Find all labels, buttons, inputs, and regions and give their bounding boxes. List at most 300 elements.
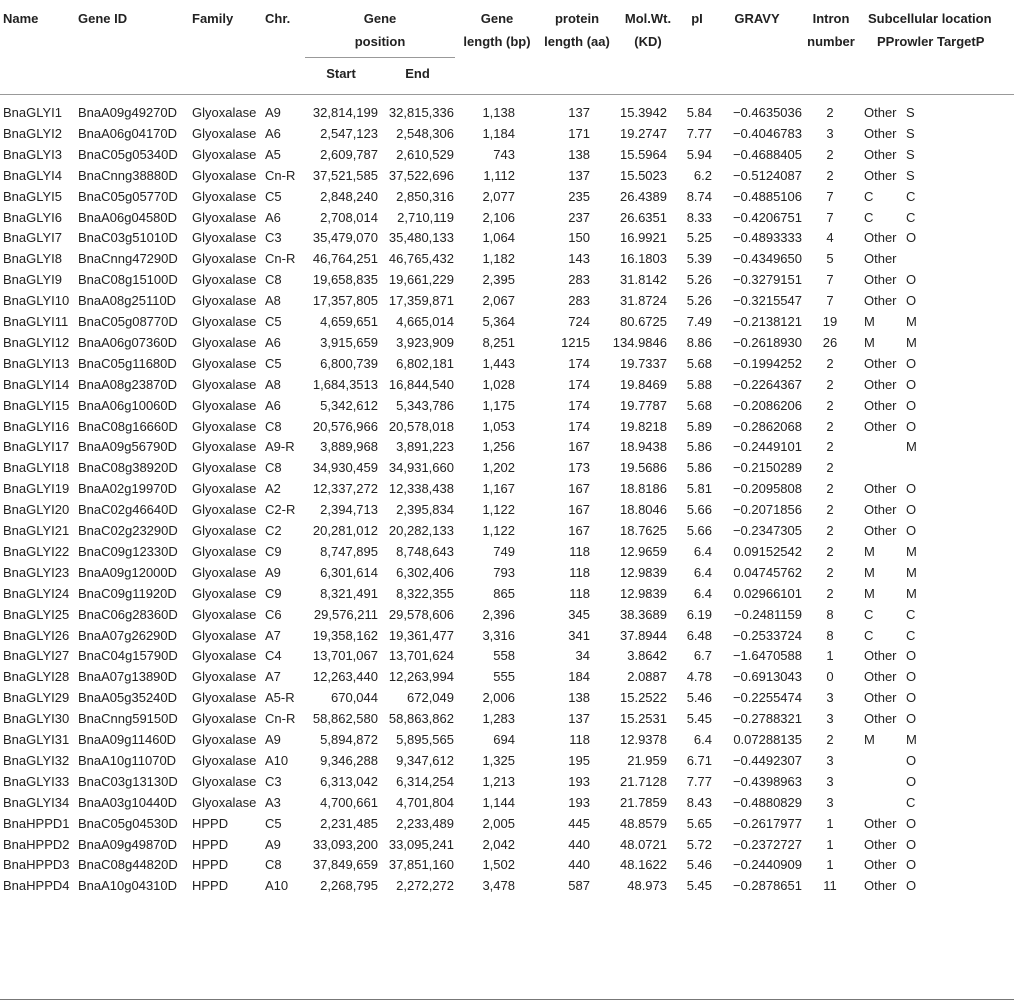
cell-start: 58,862,580 [312,711,378,727]
cell-chr: A9 [265,836,281,852]
header-end: End [405,66,430,81]
cell-end: 2,548,306 [396,125,454,141]
cell-gene-length: 3,316 [482,627,515,643]
cell-pi: 5.94 [686,146,712,162]
cell-targetp: M [906,732,917,747]
cell-end: 8,322,355 [396,585,454,601]
table-row [0,270,1014,291]
table-row [0,542,1014,563]
cell-gravy: −0.4349650 [732,251,802,267]
cell-name: BnaGLYI2 [3,125,63,141]
cell-gravy: −0.4492307 [732,752,802,768]
cell-targetp: O [906,293,917,309]
cell-pprowler: Other [864,251,897,267]
cell-end: 6,314,254 [396,773,454,789]
cell-start: 12,263,440 [312,669,378,685]
cell-end: 4,665,014 [396,314,454,329]
cell-gravy: −0.2095808 [732,481,802,497]
cell-pprowler: Other [864,105,897,120]
cell-gene-id: BnaC08g38920D [78,460,178,476]
table-row [0,500,1014,521]
cell-gene-id: BnaC05g05340D [78,146,178,162]
cell-pi: 5.66 [686,523,712,538]
cell-targetp: M [906,314,917,329]
cell-gravy: −0.2481159 [733,606,802,622]
cell-gene-id: BnaA09g56790D [78,439,178,455]
cell-mol-wt: 31.8724 [620,293,667,309]
cell-protein-length: 138 [568,690,590,706]
cell-intron-number: 7 [826,293,834,309]
cell-name: BnaGLYI20 [3,502,70,518]
header-gene-length-line2: length (bp) [463,34,531,49]
cell-name: BnaGLYI13 [3,355,70,371]
cell-end: 46,765,432 [388,251,454,267]
cell-end: 29,578,606 [388,606,454,622]
cell-gene-id: BnaC05g08770D [78,314,178,329]
cell-name: BnaGLYI23 [3,564,70,580]
cell-intron-number: 3 [826,125,834,141]
cell-pi: 7.49 [686,314,712,329]
cell-chr: C6 [265,606,282,622]
cell-chr: A6 [265,334,281,350]
cell-mol-wt: 19.7337 [620,355,667,371]
cell-pprowler: Other [864,293,897,309]
table-row [0,396,1014,417]
cell-targetp: O [906,397,917,413]
cell-intron-number: 3 [826,711,834,727]
cell-chr: C4 [265,648,282,664]
cell-chr: A3 [265,794,281,810]
cell-pprowler: Other [864,523,897,538]
table-row [0,187,1014,208]
cell-protein-length: 193 [568,773,590,789]
cell-end: 672,049 [407,690,454,706]
cell-targetp: C [906,794,916,810]
cell-gene-length: 1,167 [482,481,515,497]
cell-pprowler: Other [864,125,897,141]
cell-intron-number: 2 [826,355,834,371]
cell-gene-length: 558 [493,648,515,664]
cell-family: Glyoxalase [192,711,257,727]
cell-name: BnaHPPD2 [3,836,70,852]
cell-intron-number: 7 [826,209,834,225]
cell-intron-number: 2 [826,397,834,413]
cell-pi: 8.33 [686,209,712,225]
header-protein-length-line2: length (aa) [544,34,610,49]
cell-chr: A2 [265,481,281,497]
cell-pprowler: Other [864,836,897,852]
cell-gravy: −0.2264367 [732,376,802,392]
cell-start: 20,576,966 [312,418,378,434]
cell-mol-wt: 80.6725 [620,314,667,329]
cell-gene-id: BnaC09g12330D [78,543,178,559]
cell-end: 9,347,612 [396,752,454,768]
cell-chr: C5 [265,188,282,204]
header-intron-line2: number [807,34,855,49]
cell-end: 20,282,133 [388,523,454,538]
cell-pi: 5.89 [686,418,712,434]
cell-pi: 5.39 [686,251,712,267]
cell-pi: 6.2 [693,167,712,183]
cell-pi: 5.66 [686,502,712,518]
table-row [0,772,1014,793]
cell-end: 12,263,994 [388,669,454,685]
cell-intron-number: 2 [826,167,834,183]
header-subcellular-line1: Subcellular location [868,11,992,26]
cell-pprowler: Other [864,397,897,413]
cell-chr: Cn-R [265,251,296,267]
cell-family: Glyoxalase [192,627,257,643]
cell-family: Glyoxalase [192,125,257,141]
cell-mol-wt: 48.0721 [620,836,667,852]
cell-protein-length: 174 [568,397,590,413]
cell-pi: 5.46 [686,690,712,706]
cell-family: HPPD [192,836,229,852]
cell-chr: C2-R [265,502,296,518]
cell-end: 4,701,804 [396,794,454,810]
cell-start: 2,547,123 [320,125,378,141]
cell-protein-length: 1215 [561,334,590,350]
cell-targetp: O [906,376,917,392]
cell-gene-id: BnaC05g11680D [78,355,177,371]
cell-gravy: −0.4688405 [732,146,802,162]
cell-pi: 5.81 [686,481,712,497]
cell-start: 2,231,485 [320,815,378,831]
cell-end: 58,863,862 [388,711,454,727]
cell-end: 19,661,229 [388,272,454,288]
cell-mol-wt: 18.9438 [620,439,667,455]
cell-gravy: −0.2788321 [732,711,802,727]
cell-protein-length: 440 [568,836,590,852]
cell-gene-id: BnaC02g23290D [78,523,178,538]
cell-mol-wt: 18.8046 [620,502,667,518]
cell-mol-wt: 18.7625 [620,523,667,538]
cell-gene-id: BnaA06g04170D [78,125,178,141]
cell-family: HPPD [192,878,229,894]
cell-pi: 7.77 [686,773,712,789]
table-bottom-rule [0,999,1014,1000]
cell-protein-length: 118 [569,564,590,580]
cell-family: Glyoxalase [192,794,257,810]
cell-end: 34,931,660 [388,460,454,476]
cell-gene-id: BnaA10g11070D [78,752,177,768]
cell-start: 17,357,805 [312,293,378,309]
cell-pi: 5.26 [686,272,712,288]
cell-pi: 5.86 [686,460,712,476]
cell-gene-id: BnaC08g16660D [78,418,178,434]
table-row [0,667,1014,688]
table-row [0,291,1014,312]
cell-gravy: −0.2372727 [732,836,802,852]
cell-targetp: M [906,543,917,559]
cell-intron-number: 2 [826,376,834,392]
cell-protein-length: 150 [568,230,590,246]
cell-pi: 5.88 [686,376,712,392]
cell-protein-length: 167 [568,439,590,455]
cell-family: Glyoxalase [192,543,257,559]
cell-pi: 4.78 [686,669,712,685]
cell-pi: 6.4 [693,543,712,559]
cell-start: 3,889,968 [320,439,378,455]
cell-protein-length: 283 [568,293,590,309]
cell-gravy: −0.4893333 [732,230,802,246]
cell-targetp: O [906,481,917,497]
cell-family: Glyoxalase [192,105,257,120]
cell-intron-number: 4 [826,230,834,246]
cell-intron-number: 2 [826,105,834,120]
cell-start: 12,337,272 [312,481,378,497]
cell-mol-wt: 15.2522 [620,690,667,706]
table-row [0,730,1014,751]
cell-family: HPPD [192,815,229,831]
cell-gravy: −0.2255474 [732,690,802,706]
cell-gene-length: 2,106 [482,209,515,225]
cell-targetp: M [906,334,917,350]
cell-gravy: −0.4635036 [732,105,802,120]
cell-gene-id: BnaA06g07360D [78,334,178,350]
cell-gene-id: BnaA09g49870D [78,836,178,852]
cell-family: Glyoxalase [192,355,257,371]
cell-gene-id: BnaA03g10440D [78,794,178,810]
cell-gene-length: 1,138 [482,105,515,120]
cell-pprowler: M [864,314,875,329]
header-gene-position-line2: position [354,34,406,49]
cell-mol-wt: 18.8186 [620,481,667,497]
cell-pi: 5.72 [686,836,712,852]
cell-start: 32,814,199 [312,105,378,120]
cell-gravy: 0.09152542 [733,543,802,559]
cell-chr: C5 [265,355,282,371]
cell-family: HPPD [192,857,229,873]
cell-pprowler: Other [864,272,897,288]
cell-intron-number: 2 [826,564,834,580]
cell-mol-wt: 15.5023 [620,167,667,183]
cell-family: Glyoxalase [192,188,257,204]
cell-pprowler: C [864,209,874,225]
cell-intron-number: 19 [822,314,838,329]
cell-name: BnaGLYI6 [3,209,63,225]
cell-pprowler: C [864,627,874,643]
cell-intron-number: 26 [822,334,838,350]
table-row [0,145,1014,166]
cell-gene-length: 1,175 [482,397,515,413]
cell-gravy: −0.2533724 [732,627,802,643]
cell-family: Glyoxalase [192,481,257,497]
cell-protein-length: 184 [568,669,590,685]
cell-end: 2,850,316 [396,188,454,204]
cell-chr: A8 [265,376,281,392]
cell-gene-id: BnaA05g35240D [78,690,178,706]
cell-pi: 6.19 [686,606,712,622]
cell-gravy: −0.2449101 [732,439,802,455]
cell-name: BnaGLYI32 [3,752,70,768]
cell-gravy: −0.2878651 [732,878,802,894]
cell-gene-id: BnaA02g19970D [78,481,178,497]
cell-protein-length: 118 [569,585,590,601]
table-row [0,793,1014,814]
cell-gene-id: BnaC09g11920D [78,585,177,601]
cell-gravy: −0.4206751 [732,209,802,225]
cell-protein-length: 143 [568,251,590,267]
cell-mol-wt: 12.9659 [620,543,667,559]
cell-chr: A10 [265,878,289,894]
cell-start: 6,800,739 [320,355,378,371]
cell-targetp: S [906,146,915,162]
cell-protein-length: 174 [568,355,590,371]
cell-mol-wt: 21.7128 [620,773,667,789]
cell-pprowler: Other [864,857,897,873]
cell-family: Glyoxalase [192,272,257,288]
cell-protein-length: 137 [568,711,590,727]
cell-family: Glyoxalase [192,251,257,267]
cell-pi: 6.4 [693,564,712,580]
cell-family: Glyoxalase [192,690,257,706]
cell-intron-number: 2 [826,585,834,601]
cell-family: Glyoxalase [192,209,257,225]
header-name: Name [3,11,39,26]
cell-intron-number: 2 [826,543,834,559]
cell-gravy: 0.02966101 [733,585,802,601]
cell-targetp: O [906,836,917,852]
cell-chr: A9 [265,105,281,120]
cell-mol-wt: 19.7787 [620,397,667,413]
cell-intron-number: 3 [826,794,834,810]
cell-intron-number: 2 [826,146,834,162]
cell-gene-id: BnaC06g28360D [78,606,178,622]
cell-targetp: O [906,690,917,706]
cell-intron-number: 8 [826,606,834,622]
cell-targetp: O [906,502,917,518]
cell-gene-length: 1,144 [482,794,515,810]
cell-gene-length: 5,364 [482,314,515,329]
cell-family: Glyoxalase [192,606,257,622]
cell-targetp: O [906,272,917,288]
cell-pprowler: M [864,543,875,559]
cell-protein-length: 587 [568,878,590,894]
cell-gene-length: 3,478 [482,878,515,894]
cell-name: BnaGLYI8 [3,251,63,267]
cell-protein-length: 174 [568,376,590,392]
cell-mol-wt: 31.8142 [620,272,667,288]
cell-family: Glyoxalase [192,585,257,601]
cell-intron-number: 2 [826,732,834,747]
cell-gene-length: 1,502 [482,857,515,873]
header-gene-position-line1: Gene [363,11,397,26]
cell-pi: 7.77 [686,125,712,141]
cell-gravy: −0.3215547 [732,293,802,309]
cell-targetp: S [906,125,915,141]
cell-mol-wt: 48.973 [627,878,667,894]
cell-gene-length: 743 [493,146,515,162]
table-row [0,626,1014,647]
cell-gene-length: 2,006 [482,690,515,706]
cell-start: 8,321,491 [320,585,378,601]
cell-protein-length: 138 [568,146,590,162]
cell-family: Glyoxalase [192,732,257,747]
cell-protein-length: 171 [568,125,590,141]
cell-start: 670,044 [331,690,378,706]
header-mw-line2: (KD) [634,34,662,49]
cell-chr: A9 [265,732,281,747]
cell-pi: 5.45 [686,878,712,894]
cell-mol-wt: 37.8944 [620,627,667,643]
cell-name: BnaGLYI11 [3,314,69,329]
cell-pprowler: Other [864,648,897,664]
cell-intron-number: 7 [826,272,834,288]
cell-targetp: O [906,711,917,727]
cell-end: 5,895,565 [396,732,454,747]
cell-gene-id: BnaA07g13890D [78,669,178,685]
cell-pi: 5.84 [686,105,712,120]
cell-targetp: O [906,815,917,831]
cell-name: BnaHPPD4 [3,878,70,894]
table-row [0,876,1014,897]
cell-gene-length: 1,112 [483,167,515,183]
cell-gravy: −0.2440909 [732,857,802,873]
cell-chr: A9 [265,564,281,580]
cell-gene-id: BnaC03g51010D [78,230,178,246]
table-row [0,103,1014,124]
cell-gravy: −0.4398963 [732,773,802,789]
cell-protein-length: 195 [568,752,590,768]
cell-gravy: −0.1994252 [732,355,802,371]
cell-mol-wt: 21.959 [627,752,667,768]
cell-gravy: −0.2862068 [732,418,802,434]
cell-name: BnaGLYI10 [3,293,70,309]
header-pi: pI [691,11,703,26]
cell-targetp: O [906,857,917,873]
cell-gravy: −0.2617977 [732,815,802,831]
cell-chr: C2 [265,523,282,538]
cell-mol-wt: 12.9839 [620,564,667,580]
cell-mol-wt: 15.2531 [620,711,667,727]
cell-end: 35,480,133 [388,230,454,246]
cell-targetp: O [906,355,917,371]
cell-gravy: −0.4880829 [732,794,802,810]
cell-mol-wt: 26.6351 [620,209,667,225]
cell-mol-wt: 2.0887 [627,669,667,685]
cell-chr: C9 [265,543,282,559]
cell-mol-wt: 3.8642 [627,648,667,664]
cell-name: BnaGLYI30 [3,711,70,727]
cell-protein-length: 724 [568,314,590,329]
cell-gene-id: BnaC08g44820D [78,857,178,873]
cell-pprowler: Other [864,146,897,162]
cell-name: BnaGLYI21 [3,523,70,538]
header-gravy: GRAVY [734,11,780,26]
cell-start: 29,576,211 [313,606,378,622]
cell-chr: A7 [265,669,281,685]
cell-end: 8,748,643 [396,543,454,559]
cell-pi: 6.71 [686,752,712,768]
cell-end: 3,923,909 [396,334,454,350]
cell-chr: C8 [265,857,282,873]
cell-family: Glyoxalase [192,376,257,392]
table-row [0,835,1014,856]
cell-start: 19,358,162 [312,627,378,643]
cell-protein-length: 283 [568,272,590,288]
cell-gravy: −0.5124087 [732,167,802,183]
cell-pi: 6.4 [693,732,712,747]
cell-name: BnaGLYI5 [3,188,63,204]
cell-pprowler: M [864,585,875,601]
cell-gene-length: 793 [493,564,515,580]
cell-intron-number: 2 [826,481,834,497]
cell-family: Glyoxalase [192,564,257,580]
cell-mol-wt: 12.9839 [620,585,667,601]
cell-intron-number: 1 [826,815,834,831]
cell-intron-number: 3 [826,752,834,768]
